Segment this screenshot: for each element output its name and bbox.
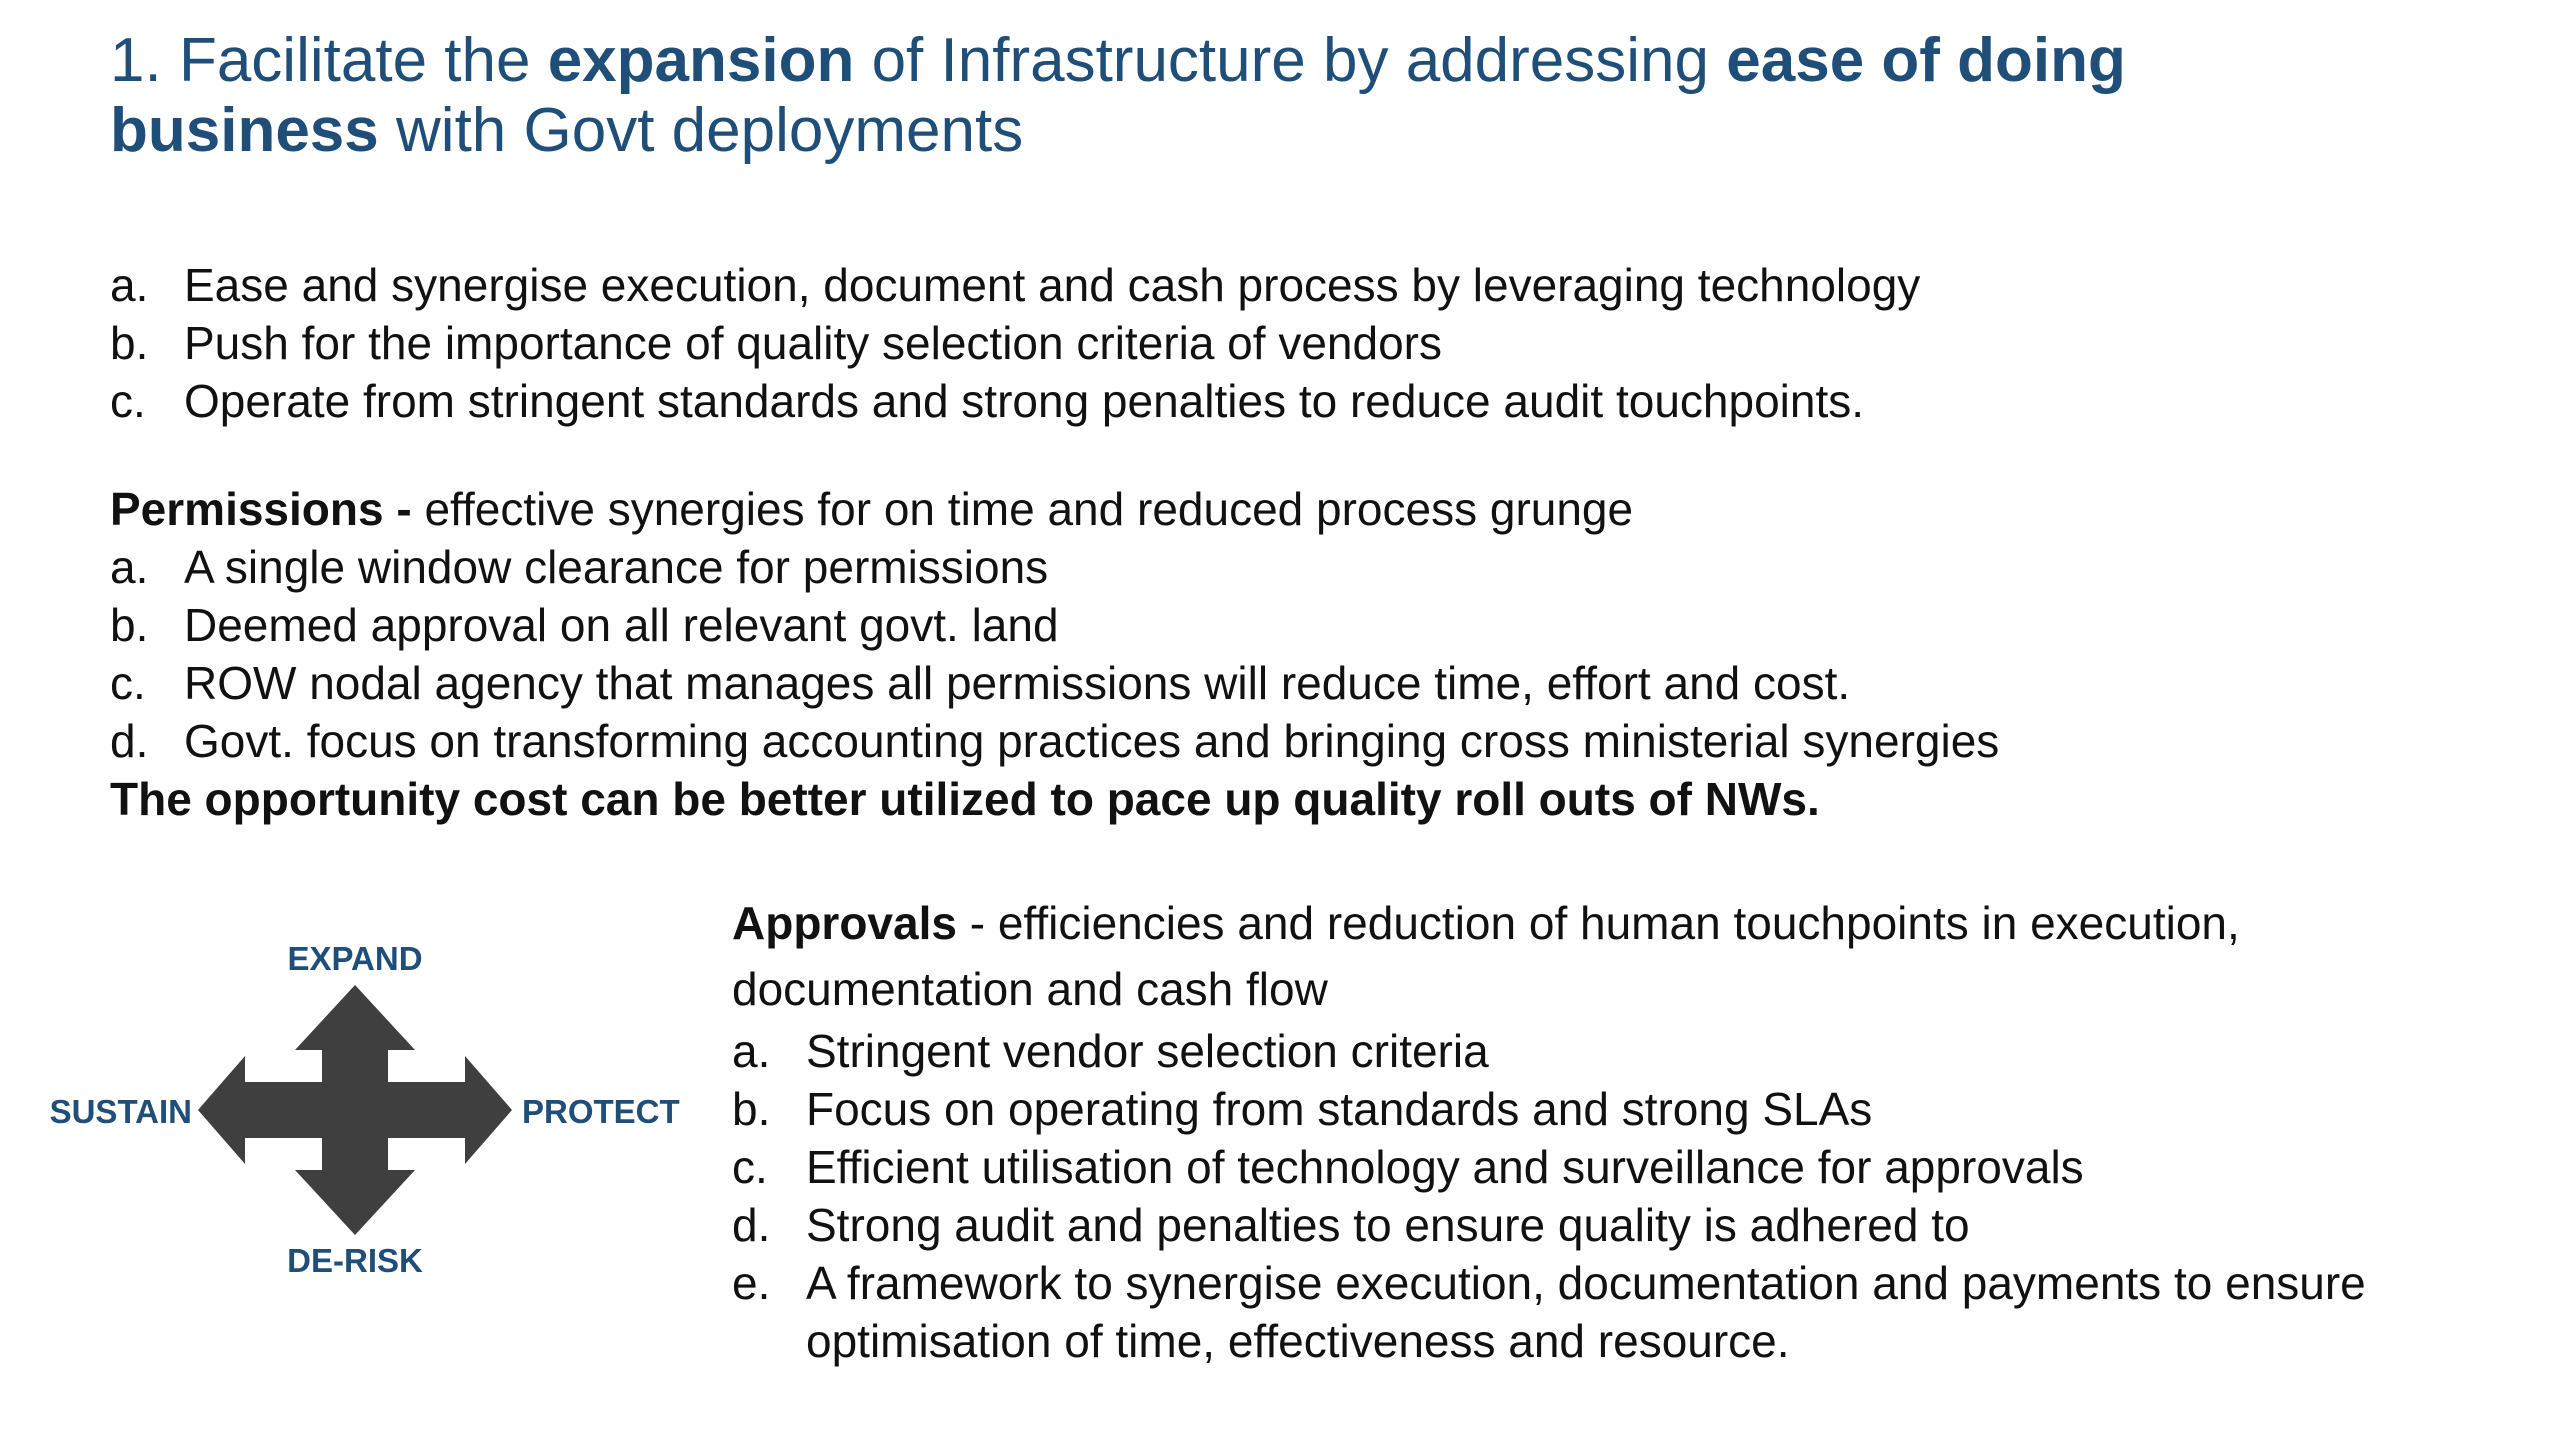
- list-marker: b.: [732, 1083, 771, 1135]
- compass-label-bottom: DE-RISK: [287, 1242, 423, 1279]
- list-marker: a.: [732, 1025, 771, 1077]
- title-number: 1.: [110, 26, 162, 95]
- title-part-3: with Govt deployments: [396, 96, 1024, 165]
- approvals-heading: [732, 890, 2522, 1022]
- title-part-1: Facilitate the: [178, 26, 531, 95]
- list-item-text: Operate from stringent standards and strong penalties to reduce audit touchpoints.: [184, 375, 1865, 427]
- intro-section: [110, 256, 2410, 430]
- list-marker: b.: [110, 599, 149, 651]
- compass-label-right: PROTECT: [522, 1093, 680, 1130]
- list-marker: c.: [110, 375, 146, 427]
- list-marker: d.: [110, 715, 149, 767]
- list-item: [110, 372, 2410, 430]
- list-item-text: Stringent vendor selection criteria: [806, 1025, 1489, 1077]
- compass-label-left: SUSTAIN: [50, 1093, 192, 1130]
- list-item: [732, 1080, 2522, 1138]
- permissions-heading-bold: Permissions -: [110, 483, 412, 535]
- list-marker: b.: [110, 317, 149, 369]
- list-item: [110, 712, 2410, 770]
- compass-label-top: EXPAND: [287, 940, 423, 977]
- list-item: [110, 654, 2410, 712]
- list-marker: e.: [732, 1257, 771, 1309]
- approvals-list: [732, 1022, 2522, 1370]
- title-part-2: of Infrastructure by addressing: [871, 26, 1710, 95]
- list-marker: a.: [110, 541, 149, 593]
- list-item-text: A single window clearance for permissions: [184, 541, 1049, 593]
- list-item-text: Efficient utilisation of technology and surveillance for approvals: [806, 1141, 2084, 1193]
- approvals-heading-bold: Approvals: [732, 897, 957, 949]
- list-item: [110, 538, 2410, 596]
- list-item-text: Strong audit and penalties to ensure quality is adhered to: [806, 1199, 1970, 1251]
- four-way-arrow-shape: [198, 985, 512, 1235]
- permissions-section: [110, 480, 2410, 828]
- intro-list: [110, 256, 2410, 430]
- list-item-text: Govt. focus on transforming accounting practices and bringing cross ministerial synergies: [184, 715, 2000, 767]
- list-item: [110, 314, 2410, 372]
- four-way-arrow-icon: [50, 930, 690, 1290]
- permissions-heading: [110, 480, 2410, 538]
- list-marker: c.: [110, 657, 146, 709]
- title-emphasis-ease: ease of doing business: [110, 26, 2126, 165]
- permissions-conclusion: The opportunity cost can be better utilized to pace up quality roll outs of NWs.: [110, 773, 1820, 825]
- permissions-heading-text: effective synergies for on time and reduced process grunge: [424, 483, 1634, 535]
- list-item-text: Push for the importance of quality selection criteria of vendors: [184, 317, 1442, 369]
- title-emphasis-expansion: expansion: [547, 26, 855, 95]
- approvals-heading-text: - efficiencies and reduction of human touchpoints in execution, documentation and cash flow: [732, 897, 2240, 1015]
- list-item-text: A framework to synergise execution, documentation and payments to ensure optimisation of time, effectiveness and resource.: [806, 1257, 2366, 1367]
- list-marker: a.: [110, 259, 149, 311]
- list-item-text: Deemed approval on all relevant govt. land: [184, 599, 1059, 651]
- list-item: [732, 1022, 2522, 1080]
- slide-title: [110, 26, 2410, 166]
- list-item-text: Ease and synergise execution, document and cash process by leveraging technology: [184, 259, 1921, 311]
- list-item: [732, 1196, 2522, 1254]
- list-item: [732, 1254, 2522, 1370]
- list-item: [110, 256, 2410, 314]
- permissions-list: [110, 538, 2410, 770]
- list-item-text: Focus on operating from standards and strong SLAs: [806, 1083, 1873, 1135]
- strategy-compass: [50, 930, 690, 1290]
- list-item: [732, 1138, 2522, 1196]
- list-marker: c.: [732, 1141, 768, 1193]
- list-item-text: ROW nodal agency that manages all permissions will reduce time, effort and cost.: [184, 657, 1851, 709]
- list-marker: d.: [732, 1199, 771, 1251]
- approvals-section: [732, 890, 2522, 1370]
- list-item: [110, 596, 2410, 654]
